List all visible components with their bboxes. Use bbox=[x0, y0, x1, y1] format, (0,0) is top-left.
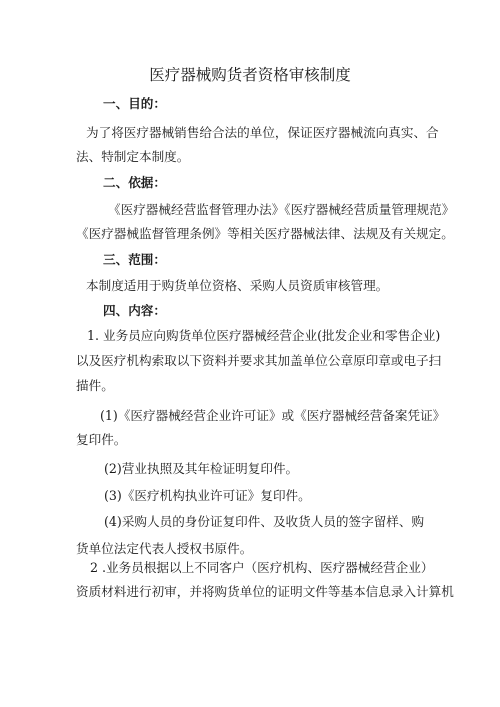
paragraph-line: 描件。 bbox=[76, 378, 114, 393]
paragraph-line: 为了将医疗器械销售给合法的单位，保证医疗器械流向真实、合 bbox=[86, 125, 439, 140]
list-item: (1)《医疗器械经营企业许可证》或《医疗器械经营备案凭证》 bbox=[100, 408, 446, 423]
list-item: 复印件。 bbox=[76, 432, 127, 447]
list-item: (2)营业执照及其年检证明复印件。 bbox=[104, 461, 299, 476]
document-title: 医疗器械购货者资格审核制度 bbox=[149, 66, 351, 84]
paragraph-line: 《医疗器械监督管理条例》等相关医疗器械法律、法规及有关规定。 bbox=[76, 226, 454, 241]
list-item: (4)采购人员的身份证复印件、及收货人员的签字留样、购 bbox=[104, 514, 425, 529]
paragraph-line: 本制度适用于购货单位资格、采购人员资质审核管理。 bbox=[86, 278, 389, 293]
paragraph-line: 法、特制定本制度。 bbox=[76, 149, 190, 164]
section-heading-scope: 三、范围： bbox=[103, 252, 166, 267]
list-item: (3)《医疗机构执业许可证》复印件。 bbox=[104, 488, 311, 503]
section-heading-purpose: 一、目的： bbox=[103, 96, 166, 111]
paragraph-line: 2 .业务员根据以上不同客户（医疗机构、医疗器械经营企业） bbox=[90, 560, 434, 575]
paragraph-line: 资质材料进行初审，并将购货单位的证明文件等基本信息录入计算机 bbox=[76, 584, 454, 599]
paragraph-line: 以及医疗机构索取以下资料并要求其加盖单位公章原印章或电子扫 bbox=[76, 353, 442, 368]
paragraph-line: 《医疗器械经营监督管理办法》《医疗器械经营质量管理规范》 bbox=[108, 202, 455, 217]
paragraph-line: 1. 业务员应向购货单位医疗器械经营企业(批发企业和零售企业) bbox=[87, 328, 441, 343]
list-item: 货单位法定代表人授权书原件。 bbox=[76, 541, 253, 556]
section-heading-content: 四、内容： bbox=[103, 303, 166, 318]
section-heading-basis: 二、依据： bbox=[103, 175, 166, 190]
